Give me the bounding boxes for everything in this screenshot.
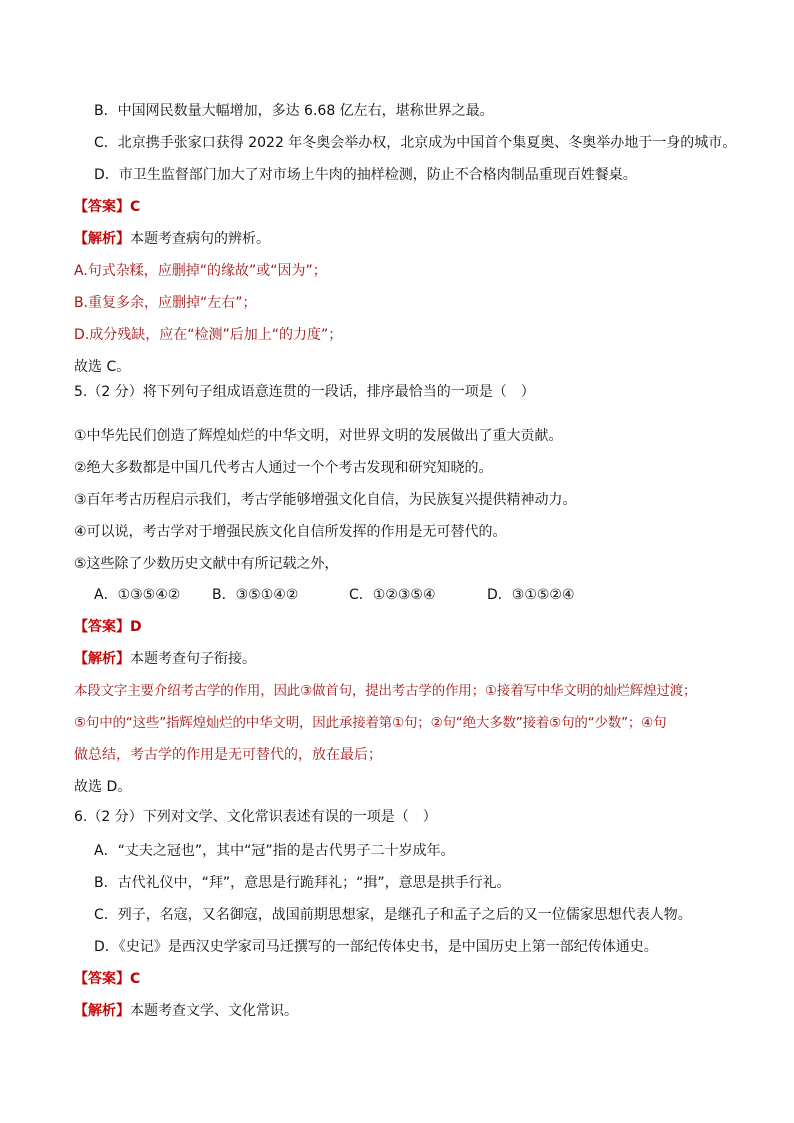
- q6-option-b: B．古代礼仪中，“拜”，意思是行跪拜礼；“揖”，意思是拱手行礼。: [94, 875, 511, 891]
- answer-value: C: [130, 971, 141, 987]
- q5-explanation-line: 做总结，考古学的作用是无可替代的，放在最后；: [74, 747, 382, 763]
- q5-explanation-line: 本段文字主要介绍考古学的作用，因此③做首句，提出考古学的作用；①接着写中华文明的灿烂辉煌过渡；: [74, 683, 697, 699]
- q6-option-a: A．“丈夫之冠也”，其中“冠”指的是古代男子二十岁成年。: [94, 843, 455, 859]
- q5-sentence: ④可以说，考古学对于增强民族文化自信所发挥的作用是无可替代的。: [74, 524, 507, 540]
- q6-explanation: [74, 1001, 298, 1021]
- q5-choice-d: D．③①⑤②④: [487, 587, 575, 603]
- q5-choice-c: C．①②③⑤④: [349, 587, 436, 603]
- q6-answer: [74, 969, 140, 989]
- q5-answer: [74, 617, 142, 637]
- q4-conclusion: 故选 C。: [74, 359, 131, 375]
- explanation-label: 【解析】: [74, 651, 130, 667]
- answer-label: 【答案】: [74, 971, 130, 987]
- q4-option-b: B．中国网民数量大幅增加，多达 6.68 亿左右，堪称世界之最。: [94, 103, 494, 119]
- answer-label: 【答案】: [74, 619, 130, 635]
- q4-option-d: D．市卫生监督部门加大了对市场上牛肉的抽样检测，防止不合格肉制品重现百姓餐桌。: [94, 167, 637, 183]
- explanation-text: 本题考查句子衔接。: [130, 651, 256, 667]
- q4-explanation-line: A.句式杂糅，应删掉“的缘故”或“因为”；: [74, 263, 327, 279]
- q4-explanation: [74, 229, 270, 249]
- q5-choice-b: B．③⑤①④②: [212, 587, 299, 603]
- q5-sentence: ②绝大多数都是中国几代考古人通过一个个考古发现和研究知晓的。: [74, 460, 493, 476]
- q5-sentence: ⑤这些除了少数历史文献中有所记载之外，: [74, 556, 339, 572]
- answer-label: 【答案】: [74, 199, 130, 215]
- q6-option-d: D．《史记》是西汉史学家司马迁撰写的一部纪传体史书，是中国历史上第一部纪传体通史。: [94, 939, 658, 955]
- q5-conclusion: 故选 D。: [74, 779, 132, 795]
- q5-sentence: ①中华先民们创造了辉煌灿烂的中华文明，对世界文明的发展做出了重大贡献。: [74, 428, 563, 444]
- explanation-text: 本题考查文学、文化常识。: [130, 1003, 298, 1019]
- q4-option-c: C．北京携手张家口获得 2022 年冬奥会举办权，北京成为中国首个集夏奥、冬奥举办地于一身的城市。: [94, 135, 737, 151]
- q6-option-c: C．列子，名寇，又名御寇，战国前期思想家，是继孔子和孟子之后的又一位儒家思想代表人物。: [94, 907, 692, 923]
- answer-value: C: [130, 199, 141, 215]
- q5-choice-a: A．①③⑤④②: [94, 587, 181, 603]
- explanation-text: 本题考查病句的辨析。: [130, 231, 270, 247]
- q5-explanation-line: ⑤句中的“这些”指辉煌灿烂的中华文明，因此承接着第①句；②句“绝大多数”接着⑤句的“少数”；④句: [74, 715, 667, 731]
- q4-answer: [74, 197, 140, 217]
- q5-sentence: ③百年考古历程启示我们，考古学能够增强文化自信，为民族复兴提供精神动力。: [74, 492, 577, 508]
- q5-header: 5.（2 分）将下列句子组成语意连贯的一段话，排序最恰当的一项是（ ）: [74, 384, 535, 400]
- q4-explanation-line: D.成分残缺，应在“检测”后加上“的力度”；: [74, 327, 343, 343]
- q6-header: 6.（2 分）下列对文学、文化常识表述有误的一项是（ ）: [74, 809, 437, 825]
- q4-explanation-line: B.重复多余，应删掉“左右”；: [74, 295, 257, 311]
- q5-explanation: [74, 649, 256, 669]
- explanation-label: 【解析】: [74, 1003, 130, 1019]
- q5-choices: [94, 585, 575, 605]
- explanation-label: 【解析】: [74, 231, 130, 247]
- answer-value: D: [130, 619, 142, 635]
